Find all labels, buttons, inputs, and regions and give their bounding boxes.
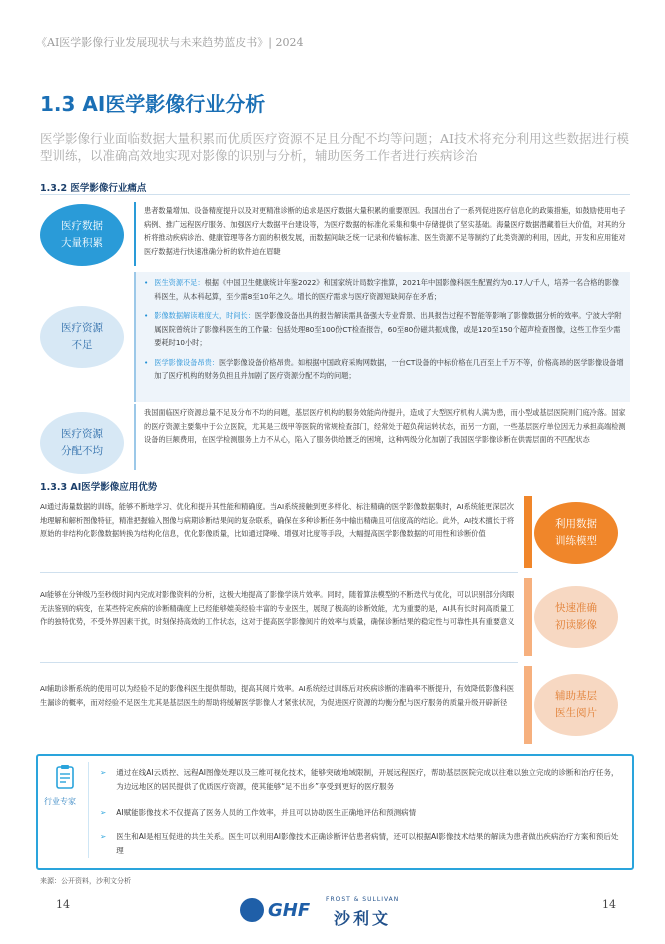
accent-strip (524, 578, 532, 656)
list-item: ➢ AI赋能影像技术不仅提高了医务人员的工作效率，并且可以协助医生正确地评估和预测病情 (100, 808, 417, 817)
pain-points-title: 1.3.2 医学影像行业痛点 (40, 183, 147, 194)
section-lead: 医学影像行业面临数据大量积累而优质医疗资源不足且分配不均等问题；AI技术将充分利用这些数据进行模型训练，以准确高效地实现对影像的识别与分析，辅助医务工作者进行疾病诊治 (40, 131, 629, 163)
advantage-circle-reading: 快速准确 初读影像 (534, 586, 618, 648)
advantage-circle-assist: 辅助基层 医生阅片 (534, 674, 618, 736)
accent-strip (524, 666, 532, 744)
advantages-title: 1.3.3 AI医学影像应用优势 (40, 482, 158, 493)
divider (88, 762, 89, 858)
source-note: 来源：公开资料，沙利文分析 (40, 877, 131, 885)
list-item: • 医生资源不足：根据《中国卫生健康统计年鉴2022》和国家统计局数字推算，2021年中国影像科医生配置约为0.17人/千人，培养一名合格的影像科医生，从本科起算，至少需8至10年之久。增长的医疗需求与医疗资源短缺间存在矛盾； (144, 278, 619, 301)
pain-circle-distribution: 医疗资源 分配不均 (40, 412, 124, 474)
ghf-logo: GHF (268, 900, 311, 921)
page-number-left: 14 (56, 898, 70, 911)
list-item: • 影像数据解读难度大，时间长：医学影像设备出具的报告解读需具备强大专业背景、出具报告过程不智能等影响了影像数据分析的效率。宁波大学附属医院曾统计了影像科医生的工作量：包括处理80至100份CT检查报告，60至80份磁共振成像，或是120至150个超声检查图像，这些工作至少需要耗时10小时； (144, 311, 622, 347)
pain-circle-data: 医疗数据 大量积累 (40, 204, 124, 266)
advantage-text-assist: AI辅助诊断系统的使用可以为经验不足的影像科医生提供帮助，提高其阅片效率。AI系统经过训练后对疾病诊断的准确率不断提升，有效降低影像科医生漏诊的概率，而对经验不足医生尤其是基层医生的帮助将缓解医学影像人才紧张状况，为促进医疗资源的均衡分配与医疗服务的质量升级开辟新径 (40, 684, 515, 707)
divider (40, 662, 518, 663)
pain-circle-resources: 医疗资源 不足 (40, 306, 124, 368)
report-header-title: 《AI医学影像行业发展现状与未来趋势蓝皮书》| 2024 (36, 36, 304, 49)
accent-bar (134, 272, 136, 402)
list-item: ➢ 通过在线AI云质控、远程AI图像处理以及三维可视化技术，能够突破地域限制，开展远程医疗，帮助基层医院完成以往难以独立完成的诊断和治疗任务，为边远地区的居民提供了优质医疗资源，使其能够“足不出乡”享受到更好的医疗服务 (100, 768, 619, 791)
globe-icon (240, 898, 264, 922)
advantage-circle-training: 利用数据 训练模型 (534, 502, 618, 564)
accent-bar (134, 404, 136, 470)
advantage-text-reading: AI能够在分钟级乃至秒级时间内完成对影像资料的分析，这极大地提高了影像学读片效率。同时，随着算法模型的不断迭代与优化，可以识别部分肉眼无法鉴别的病变，在某些特定疾病的诊断精确度上已经能够媲美经验丰富的专业医生，展现了极高的诊断效能，尤为重要的是，AI具有长时间高质量工作的独特优势，不受外界因素干扰，时刻保持高效的工作状态，这对于提高医学影像阅片的效率与质量，确保诊断结果的稳定性与可靠性具有重要意义 (40, 590, 515, 626)
pain-bullet-list (144, 276, 624, 383)
page-number-right: 14 (602, 898, 616, 911)
pain-text-data: 患者数量增加、设备精度提升以及对更精准诊断的追求是医疗数据大量积累的重要原因。我国出台了一系列促进医疗信息化的政策措施，如鼓励使用电子病例、推广远程医疗服务、加强医疗大数据平台建设等，为医疗数据的标准化采集和集中存储提供了坚实基础。海量医疗数据潜藏着巨大价值，对其的分析将推动疾病诊治、健康管理等各方面的积极发展，而数据间缺乏统一记录和传输标准、医生资源不足等制约了此类资源的利用，因此，开发和应用能对医疗数据进行快速准确分析的软件迫在眉睫 (144, 206, 626, 256)
list-item: ➢ 医生和AI是相互促进的共生关系。医生可以利用AI影像技术正确诊断评估患者病情，还可以根据AI影像技术结果的解读为患者做出疾病治疗方案和预后处理 (100, 832, 619, 855)
clipboard-icon (52, 764, 78, 794)
accent-strip (524, 496, 532, 568)
accent-bar (134, 202, 136, 266)
divider (40, 572, 518, 573)
section-title: 1.3 AI医学影像行业分析 (40, 92, 266, 116)
divider (40, 194, 630, 195)
expert-label: 行业专家 (44, 797, 76, 806)
list-item: • 医学影像设备昂贵：医学影像设备价格昂贵。如根据中国政府采购网数据，一台CT设备的中标价格在几百至上千万不等，价格高昂的医学影像设备增加了医疗机构的财务负担且并加剧了医疗资源分配不均的问题； (144, 357, 624, 380)
sullivan-cn-logo: 沙利文 (334, 909, 392, 928)
pain-text-distribution: 我国面临医疗资源总量不足及分布不均的问题，基层医疗机构的服务效能尚待提升，造成了大型医疗机构人满为患，而小型或基层医院则门庭冷落。国家的医疗资源主要集中于公立医院，尤其是三级甲等医院的常规检查部门，经常处于超负荷运转状态，而另一方面，一些基层医疗单位因无力承担高端检测设备的巨额费用，在医学检测服务上力不从心，陷入了服务供给匮乏的困境，这种两级分化加剧了我国医学影像诊断在供需层面的不匹配状态 (144, 408, 626, 444)
frost-sullivan-logo: FROST & SULLIVAN (326, 896, 400, 903)
advantage-text-training: AI通过海量数据的训练，能够不断地学习、优化和提升其性能和精确度。当AI系统接触到更多样化、标注精确的医学影像数据集时，AI系统能更深层次地理解和解析图像特征，精准把握输入图像与病期诊断结果间的复杂联系，确保在多种诊断任务中输出精确且可信度高的结论。此外，AI技术擅长于将原始的非结构化影像数据转换为结构化信息，优化影像质量，比如通过降噪、增强对比度等手段，大幅提高医学影像数据的可用性和诊断价值 (40, 502, 515, 538)
